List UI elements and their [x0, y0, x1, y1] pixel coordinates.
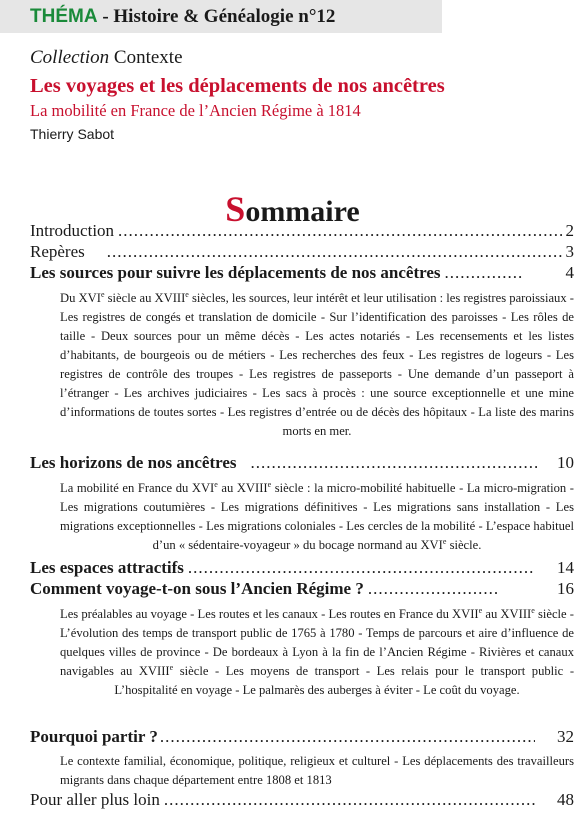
toc-page: 48: [557, 790, 574, 809]
leader-dots: [164, 790, 535, 810]
desc-sup: e: [214, 479, 218, 489]
toc-page: 14: [557, 558, 574, 577]
sommaire-initial: S: [225, 189, 246, 229]
toc-description: [60, 605, 574, 700]
desc-text: au XVIII: [217, 481, 268, 495]
desc-text: siècles, les sources, leur intérêt et leur utilisation : les registres paroissiaux - Les registres de congés et translation de domicile - Sur l’identification des paroisses - Les rôles de taille - Deux sources pour un même décès - Les actes notariés - Les recensements et les listes d’habitants, de bourgeois ou de métiers - Les recherches des feux - Les registres de logeurs - Les registres de contrôle des troupes - Les registres de passeports - Une demande d’un passeport à l’étranger - Les archives judiciaires - Les sacs à procès : une source exceptionnelle et une mine d’informations de toutes sortes - Les registres d’entrée ou de décès des hôpitaux - La liste des marins morts en mer.: [60, 291, 574, 438]
desc-text: siècle : la micro-mobilité habituelle - La micro-migration - Les migrations coutumières - Les migrations définitives - Les migrations sans installation - Les migrations exceptionnelles - Les migrations coloniales - Les cercles de la mobilité - L’espace habituel d’un « sédentaire-voyageur » du bocage normand au XVI: [60, 481, 574, 552]
desc-sup: e: [100, 289, 105, 299]
toc-label: Pour aller plus loin: [30, 790, 160, 809]
toc-label: Pourquoi partir ?: [30, 727, 158, 746]
toc-label: Les espaces attractifs: [30, 558, 184, 577]
toc-pourquoi: [30, 727, 574, 790]
toc-label: Repères: [30, 242, 85, 261]
toc-sources: [30, 263, 574, 441]
toc-label: Les horizons de nos ancêtres: [30, 453, 237, 472]
desc-sup: e: [267, 479, 272, 489]
leader-dots: [118, 221, 561, 241]
desc-text: Les préalables au voyage - Les routes et les canaux - Les routes en France du XVII: [60, 607, 479, 621]
toc-entry: [30, 558, 574, 578]
leader-dots: [368, 579, 498, 599]
leader-dots: [107, 242, 562, 262]
toc-entry: [30, 453, 574, 473]
desc-text: La mobilité en France du XVI: [60, 481, 215, 495]
toc-horizons: [30, 453, 574, 555]
leader-dots: [160, 727, 535, 747]
toc-entry: [30, 727, 574, 747]
toc-reperes: [30, 242, 574, 262]
desc-sup: e: [531, 605, 535, 615]
desc-text: siècle - Les moyens de transport - Les relais pour le transport public - L’hospitalité en voyage - Le palmarès des auberges à éviter - Le coût du voyage.: [114, 664, 575, 697]
book-subtitle: La mobilité en France de l’Ancien Régime à 1814: [30, 101, 361, 120]
sommaire-rest: ommaire: [245, 195, 360, 228]
toc-label: Comment voyage-t-on sous l’Ancien Régime ?: [30, 579, 364, 598]
desc-text: siècle - L’évolution des temps de transport public de 1765 à 1780 - Temps de parcours et aire d’influence de quelques villes de province - De bordeaux à Lyon à la fin de l’Ancien Régime - Rivières et canaux navigables au XVIII: [60, 607, 574, 678]
collection-line: [30, 47, 183, 69]
toc-espaces: [30, 558, 574, 578]
book-title: Les voyages et les déplacements de nos ancêtres: [30, 75, 445, 97]
toc-page: 16: [557, 579, 574, 598]
toc-page: 2: [565, 221, 574, 240]
toc-page: 4: [565, 263, 574, 282]
desc-text: au XVIII: [482, 607, 532, 621]
desc-sup: e: [169, 662, 174, 672]
desc-text: Du XVI: [60, 291, 101, 305]
toc-description: [60, 289, 574, 441]
toc-entry: [30, 790, 574, 810]
series-name: - Histoire & Généalogie n°12: [97, 6, 336, 27]
leader-dots: [251, 453, 537, 473]
toc-entry: [30, 579, 574, 599]
toc-page: 10: [557, 453, 574, 472]
toc-aller: [30, 790, 574, 810]
toc-voyage: [30, 579, 574, 700]
toc-entry: [30, 242, 574, 262]
desc-text: siècle au XVIII: [104, 291, 186, 305]
desc-text: siècle.: [446, 538, 482, 552]
header-title: [30, 6, 335, 28]
toc-description: Le contexte familial, économique, politique, religieux et culturel - Les déplacements des travailleurs migrants dans chaque département entre 1808 et 1813: [60, 754, 574, 787]
book-author: Thierry Sabot: [30, 126, 115, 142]
toc-entry: [30, 263, 574, 283]
collection-name: Contexte: [113, 47, 183, 68]
collection-prefix: Collection: [30, 47, 110, 68]
toc-page: 32: [557, 727, 574, 746]
desc-sup: e: [185, 289, 189, 299]
toc-page: 3: [565, 242, 574, 261]
header-banner: [0, 0, 442, 33]
desc-sup: e: [478, 605, 483, 615]
toc-label: Les sources pour suivre les déplacements de nos ancêtres: [30, 263, 441, 282]
toc-entry: [30, 221, 574, 241]
leader-dots: [188, 558, 535, 578]
leader-dots: [445, 263, 523, 283]
brand-name: THÉMA: [30, 6, 98, 27]
desc-sup: e: [442, 536, 447, 546]
toc-intro: [30, 221, 574, 241]
toc-description: [60, 479, 574, 555]
toc-label: Introduction: [30, 221, 115, 240]
